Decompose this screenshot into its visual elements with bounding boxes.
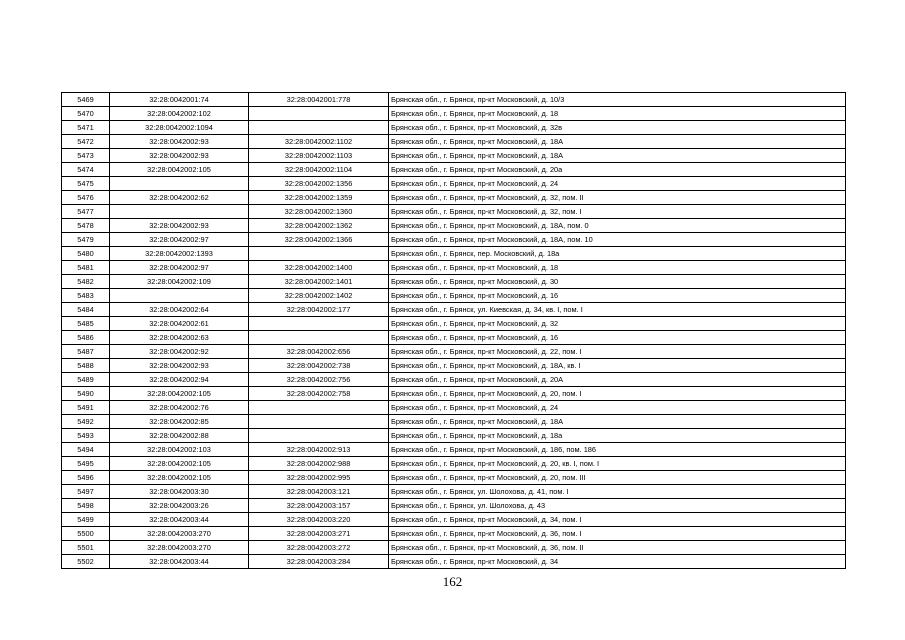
table-row [62,219,846,233]
address-cell: Брянская обл., г. Брянск, пр-кт Московский, д. 20, пом. III [389,471,846,485]
parcel-number-cell: 32:28:0042002:93 [110,149,249,163]
address-cell: Брянская обл., г. Брянск, пр-кт Московский, д. 30 [389,275,846,289]
address-cell: Брянская обл., г. Брянск, пр-кт Московский, д. 18а [389,429,846,443]
address-cell: Брянская обл., г. Брянск, пр-кт Московский, д. 18А, пом. 10 [389,233,846,247]
parcel-number-cell: 32:28:0042002:103 [110,443,249,457]
table-row [62,163,846,177]
address-cell: Брянская обл., г. Брянск, ул. Киевская, д. 34, кв. I, пом. I [389,303,846,317]
parcel-number-cell: 32:28:0042002:1393 [110,247,249,261]
table-row [62,415,846,429]
table-row [62,247,846,261]
address-cell: Брянская обл., г. Брянск, пр-кт Московский, д. 16 [389,289,846,303]
address-cell: Брянская обл., г. Брянск, пр-кт Московский, д. 18А [389,149,846,163]
object-number-cell: 32:28:0042003:284 [249,555,389,569]
table-row [62,303,846,317]
table-row [62,471,846,485]
table-row [62,527,846,541]
address-cell: Брянская обл., г. Брянск, пр-кт Московский, д. 18А, кв. I [389,359,846,373]
address-cell: Брянская обл., г. Брянск, пр-кт Московский, д. 32 [389,317,846,331]
table-row [62,205,846,219]
address-cell: Брянская обл., г. Брянск, пр-кт Московский, д. 20А [389,373,846,387]
object-number-cell: 32:28:0042002:758 [249,387,389,401]
parcel-number-cell: 32:28:0042003:44 [110,555,249,569]
record-number-cell: 5469 [62,93,110,107]
record-number-cell: 5483 [62,289,110,303]
object-number-cell [249,247,389,261]
object-number-cell: 32:28:0042002:1360 [249,205,389,219]
record-number-cell: 5501 [62,541,110,555]
record-number-cell: 5491 [62,401,110,415]
object-number-cell: 32:28:0042002:913 [249,443,389,457]
record-number-cell: 5470 [62,107,110,121]
object-number-cell: 32:28:0042002:988 [249,457,389,471]
address-cell: Брянская обл., г. Брянск, пр-кт Московский, д. 34 [389,555,846,569]
object-number-cell: 32:28:0042002:177 [249,303,389,317]
address-cell: Брянская обл., г. Брянск, пр-кт Московский, д. 186, пом. 186 [389,443,846,457]
table-row [62,121,846,135]
table-row [62,289,846,303]
address-cell: Брянская обл., г. Брянск, пр-кт Московский, д. 18 [389,261,846,275]
object-number-cell: 32:28:0042002:1366 [249,233,389,247]
parcel-number-cell: 32:28:0042002:105 [110,457,249,471]
table-row [62,429,846,443]
record-number-cell: 5476 [62,191,110,205]
parcel-number-cell: 32:28:0042002:76 [110,401,249,415]
parcel-number-cell: 32:28:0042002:109 [110,275,249,289]
address-cell: Брянская обл., г. Брянск, пр-кт Московский, д. 34, пом. I [389,513,846,527]
parcel-number-cell: 32:28:0042002:93 [110,219,249,233]
parcel-number-cell: 32:28:0042002:92 [110,345,249,359]
object-number-cell [249,415,389,429]
parcel-number-cell: 32:28:0042002:63 [110,331,249,345]
object-number-cell: 32:28:0042002:1356 [249,177,389,191]
object-number-cell: 32:28:0042002:756 [249,373,389,387]
parcel-number-cell: 32:28:0042003:270 [110,541,249,555]
record-number-cell: 5492 [62,415,110,429]
table-row [62,373,846,387]
table-row [62,261,846,275]
table-row [62,555,846,569]
object-number-cell: 32:28:0042002:656 [249,345,389,359]
record-number-cell: 5493 [62,429,110,443]
record-number-cell: 5485 [62,317,110,331]
parcel-number-cell [110,289,249,303]
parcel-number-cell: 32:28:0042002:102 [110,107,249,121]
object-number-cell: 32:28:0042002:1359 [249,191,389,205]
address-cell: Брянская обл., г. Брянск, пр-кт Московский, д. 16 [389,331,846,345]
record-number-cell: 5488 [62,359,110,373]
parcel-number-cell: 32:28:0042003:30 [110,485,249,499]
object-number-cell: 32:28:0042003:271 [249,527,389,541]
page-number: 162 [442,574,463,589]
table-row [62,177,846,191]
parcel-number-cell: 32:28:0042002:97 [110,233,249,247]
table-row [62,513,846,527]
record-number-cell: 5472 [62,135,110,149]
table-row [62,485,846,499]
table-row [62,387,846,401]
record-number-cell: 5498 [62,499,110,513]
table-row [62,191,846,205]
object-number-cell: 32:28:0042003:272 [249,541,389,555]
record-number-cell: 5500 [62,527,110,541]
record-number-cell: 5482 [62,275,110,289]
address-cell: Брянская обл., г. Брянск, пр-кт Московский, д. 32, пом. I [389,205,846,219]
parcel-number-cell: 32:28:0042002:64 [110,303,249,317]
address-cell: Брянская обл., г. Брянск, пр-кт Московский, д. 10/3 [389,93,846,107]
parcel-number-cell: 32:28:0042002:85 [110,415,249,429]
record-number-cell: 5490 [62,387,110,401]
table-row [62,317,846,331]
object-number-cell [249,331,389,345]
record-number-cell: 5471 [62,121,110,135]
table-row [62,107,846,121]
object-number-cell [249,107,389,121]
parcel-number-cell [110,177,249,191]
object-number-cell [249,429,389,443]
record-number-cell: 5495 [62,457,110,471]
record-number-cell: 5484 [62,303,110,317]
object-number-cell: 32:28:0042002:1104 [249,163,389,177]
table-row [62,457,846,471]
address-cell: Брянская обл., г. Брянск, пр-кт Московский, д. 20, кв. I, пом. I [389,457,846,471]
address-cell: Брянская обл., г. Брянск, пр-кт Московский, д. 18 [389,107,846,121]
property-table-body [62,93,846,569]
object-number-cell: 32:28:0042002:1401 [249,275,389,289]
record-number-cell: 5497 [62,485,110,499]
object-number-cell [249,121,389,135]
table-row [62,345,846,359]
address-cell: Брянская обл., г. Брянск, пр-кт Московский, д. 32, пом. II [389,191,846,205]
parcel-number-cell: 32:28:0042003:44 [110,513,249,527]
table-row [62,401,846,415]
parcel-number-cell: 32:28:0042002:88 [110,429,249,443]
address-cell: Брянская обл., г. Брянск, пр-кт Московский, д. 18А, пом. 0 [389,219,846,233]
record-number-cell: 5481 [62,261,110,275]
object-number-cell: 32:28:0042002:1102 [249,135,389,149]
parcel-number-cell: 32:28:0042002:61 [110,317,249,331]
table-row [62,541,846,555]
record-number-cell: 5474 [62,163,110,177]
record-number-cell: 5496 [62,471,110,485]
address-cell: Брянская обл., г. Брянск, пр-кт Московский, д. 36, пом. I [389,527,846,541]
address-cell: Брянская обл., г. Брянск, ул. Шолохова, д. 41, пом. I [389,485,846,499]
address-cell: Брянская обл., г. Брянск, пр-кт Московский, д. 20а [389,163,846,177]
record-number-cell: 5489 [62,373,110,387]
table-row [62,359,846,373]
record-number-cell: 5494 [62,443,110,457]
record-number-cell: 5487 [62,345,110,359]
address-cell: Брянская обл., г. Брянск, пр-кт Московский, д. 24 [389,177,846,191]
parcel-number-cell: 32:28:0042002:94 [110,373,249,387]
object-number-cell: 32:28:0042002:1362 [249,219,389,233]
record-number-cell: 5502 [62,555,110,569]
table-row [62,443,846,457]
object-number-cell [249,317,389,331]
address-cell: Брянская обл., г. Брянск, пр-кт Московский, д. 24 [389,401,846,415]
table-row [62,331,846,345]
object-number-cell: 32:28:0042002:1402 [249,289,389,303]
address-cell: Брянская обл., г. Брянск, пр-кт Московский, д. 32в [389,121,846,135]
parcel-number-cell: 32:28:0042002:105 [110,471,249,485]
parcel-number-cell: 32:28:0042003:270 [110,527,249,541]
parcel-number-cell: 32:28:0042002:1094 [110,121,249,135]
property-table [61,92,846,569]
parcel-number-cell: 32:28:0042002:105 [110,387,249,401]
address-cell: Брянская обл., г. Брянск, пр-кт Московский, д. 18А [389,135,846,149]
object-number-cell: 32:28:0042003:121 [249,485,389,499]
parcel-number-cell: 32:28:0042002:93 [110,135,249,149]
record-number-cell: 5486 [62,331,110,345]
parcel-number-cell: 32:28:0042002:97 [110,261,249,275]
parcel-number-cell: 32:28:0042001:74 [110,93,249,107]
address-cell: Брянская обл., г. Брянск, пр-кт Московский, д. 36, пом. II [389,541,846,555]
table-row [62,135,846,149]
record-number-cell: 5477 [62,205,110,219]
parcel-number-cell: 32:28:0042003:26 [110,499,249,513]
record-number-cell: 5480 [62,247,110,261]
object-number-cell: 32:28:0042002:1103 [249,149,389,163]
parcel-number-cell [110,205,249,219]
parcel-number-cell: 32:28:0042002:105 [110,163,249,177]
object-number-cell: 32:28:0042003:220 [249,513,389,527]
table-row [62,233,846,247]
object-number-cell: 32:28:0042001:778 [249,93,389,107]
object-number-cell: 32:28:0042002:1400 [249,261,389,275]
parcel-number-cell: 32:28:0042002:93 [110,359,249,373]
record-number-cell: 5499 [62,513,110,527]
record-number-cell: 5478 [62,219,110,233]
parcel-number-cell: 32:28:0042002:62 [110,191,249,205]
object-number-cell: 32:28:0042003:157 [249,499,389,513]
address-cell: Брянская обл., г. Брянск, пр-кт Московский, д. 22, пом. I [389,345,846,359]
object-number-cell: 32:28:0042002:995 [249,471,389,485]
table-row [62,93,846,107]
table-row [62,149,846,163]
address-cell: Брянская обл., г. Брянск, ул. Шолохова, д. 43 [389,499,846,513]
table-row [62,499,846,513]
table-row [62,275,846,289]
record-number-cell: 5475 [62,177,110,191]
record-number-cell: 5473 [62,149,110,163]
address-cell: Брянская обл., г. Брянск, пер. Московский, д. 18а [389,247,846,261]
record-number-cell: 5479 [62,233,110,247]
object-number-cell [249,401,389,415]
address-cell: Брянская обл., г. Брянск, пр-кт Московский, д. 20, пом. I [389,387,846,401]
object-number-cell: 32:28:0042002:738 [249,359,389,373]
address-cell: Брянская обл., г. Брянск, пр-кт Московский, д. 18А [389,415,846,429]
